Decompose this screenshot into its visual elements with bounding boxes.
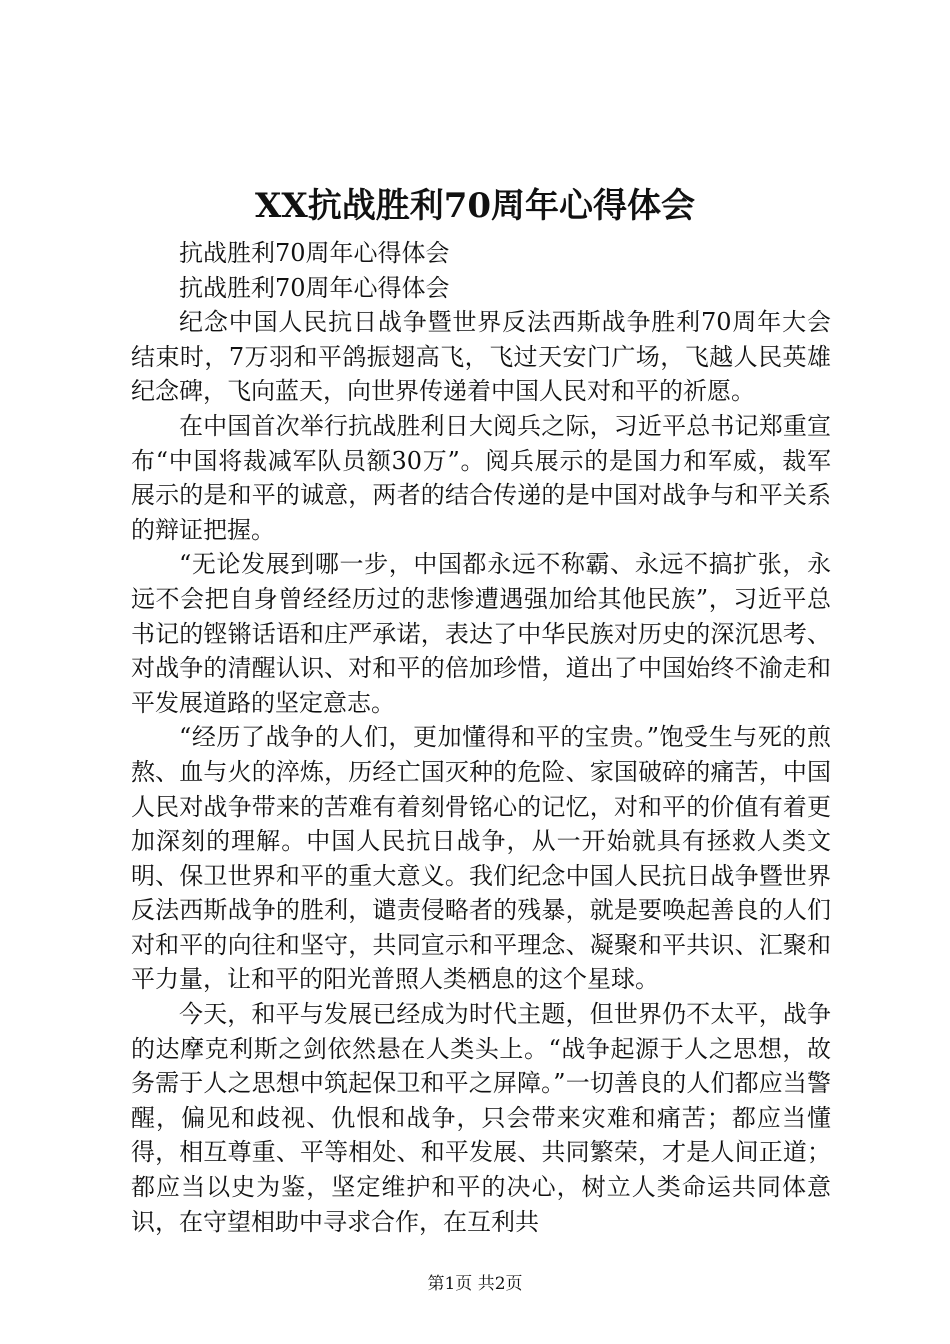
paragraph: “无论发展到哪一步，中国都永远不称霸、永远不搞扩张，永远不会把自身曾经经历过的悲惨遭遇强加给其他民族”，习近平总书记的铿锵话语和庄严承诺，表达了中华民族对历史的深沉思考、对战争的清醒认识、对和平的倍加珍惜，道出了中国始终不渝走和平发展道路的坚定意志。 [131, 550, 831, 717]
page-footer: 第1页 共2页 [427, 1274, 523, 1294]
paragraph: 在中国首次举行抗战胜利日大阅兵之际，习近平总书记郑重宣布“中国将裁减军队员额30万”。阅兵展示的是国力和军威，裁军展示的是和平的诚意，两者的结合传递的是中国对战争与和平关系的辩证把握。 [131, 411, 831, 544]
paragraph: “经历了战争的人们，更加懂得和平的宝贵。”饱受生与死的煎熬、血与火的淬炼，历经亡国灭种的危险、家国破碎的痛苦，中国人民对战争带来的苦难有着刻骨铭心的记忆，对和平的价值有着更加深刻的理解。中国人民抗日战争，从一开始就具有拯救人类文明、保卫世界和平的重大意义。我们纪念中国人民抗日战争暨世界反法西斯战争的胜利，谴责侵略者的残暴，就是要唤起善良的人们对和平的向往和坚守，共同宣示和平理念、凝聚和平共识、汇聚和平力量，让和平的阳光普照人类栖息的这个星球。 [131, 723, 831, 994]
document-body [131, 236, 831, 1239]
paragraph-subtitle-1: 抗战胜利70周年心得体会 [179, 239, 450, 267]
paragraph: 今天，和平与发展已经成为时代主题，但世界仍不太平，战争的达摩克利斯之剑依然悬在人类头上。“战争起源于人之思想，故务需于人之思想中筑起保卫和平之屏障。”一切善良的人们都应当警醒，偏见和歧视、仇恨和战争，只会带来灾难和痛苦；都应当懂得，相互尊重、平等相处、和平发展、共同繁荣，才是人间正道；都应当以史为鉴，坚定维护和平的决心，树立人类命运共同体意识，在守望相助中寻求合作，在互利共 [131, 1000, 831, 1236]
paragraph: 纪念中国人民抗日战争暨世界反法西斯战争胜利70周年大会结束时，7万羽和平鸽振翅高飞，飞过天安门广场，飞越人民英雄纪念碑，飞向蓝天，向世界传递着中国人民对和平的祈愿。 [131, 308, 831, 406]
document-title: XX抗战胜利70周年心得体会 [254, 186, 696, 226]
paragraph-subtitle-2: 抗战胜利70周年心得体会 [179, 273, 450, 302]
